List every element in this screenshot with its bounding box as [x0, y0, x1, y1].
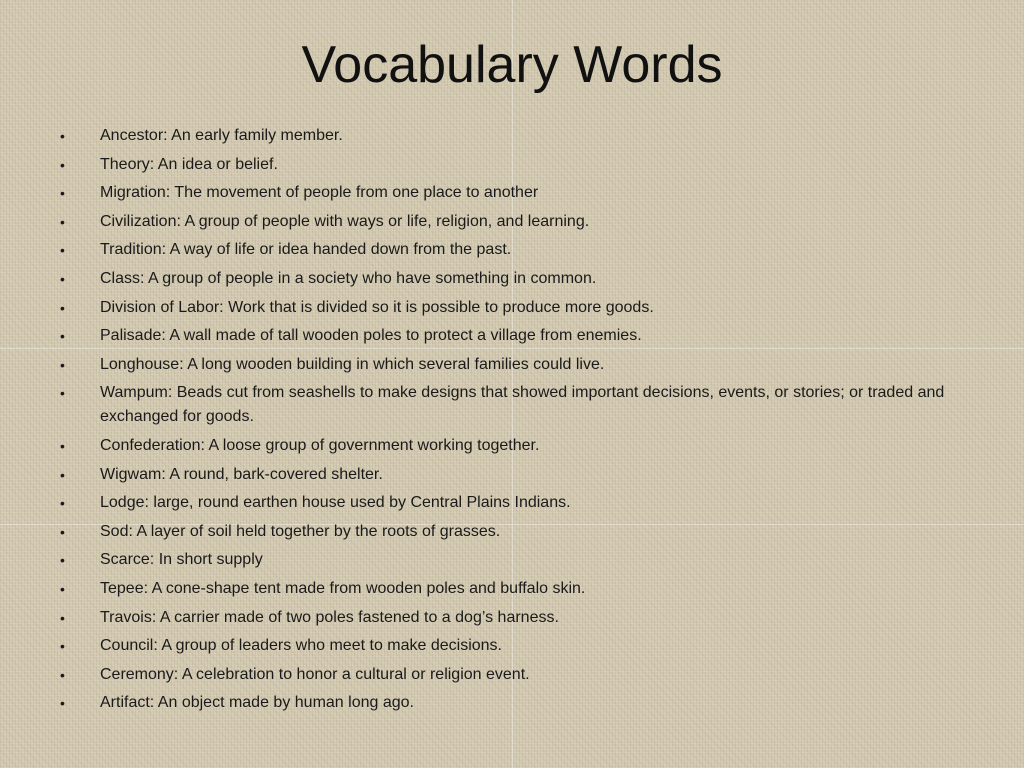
- bullet-icon: •: [60, 185, 65, 202]
- vocabulary-item-text: Lodge: large, round earthen house used by Central Plains Indians.: [100, 494, 571, 512]
- vocabulary-item: [60, 267, 960, 291]
- vocabulary-item-text: Theory: An idea or belief.: [100, 155, 278, 173]
- vocabulary-item: [60, 296, 960, 320]
- vocabulary-item-text: Palisade: A wall made of tall wooden poles to protect a village from enemies.: [100, 327, 642, 345]
- vocabulary-item-text: Tradition: A way of life or idea handed down from the past.: [100, 241, 512, 259]
- vocabulary-item-text: Class: A group of people in a society who have something in common.: [100, 269, 597, 287]
- vocabulary-item-text: Longhouse: A long wooden building in which several families could live.: [100, 355, 605, 373]
- vocabulary-item: [60, 548, 960, 572]
- vocabulary-item-text: Sod: A layer of soil held together by the roots of grasses.: [100, 522, 501, 540]
- bullet-icon: •: [60, 495, 65, 512]
- vocabulary-item-text: Division of Labor: Work that is divided so it is possible to produce more goods.: [100, 298, 654, 316]
- vocabulary-item: [60, 634, 960, 658]
- vocabulary-item-text: Civilization: A group of people with ways or life, religion, and learning.: [100, 212, 590, 230]
- bullet-icon: •: [60, 638, 65, 655]
- vocabulary-item: [60, 181, 960, 205]
- vocabulary-item: [60, 153, 960, 177]
- bullet-icon: •: [60, 466, 65, 483]
- vocabulary-item: [60, 210, 960, 234]
- bullet-icon: •: [60, 213, 65, 230]
- vocabulary-item: [60, 381, 960, 429]
- vocabulary-item: [60, 238, 960, 262]
- vocabulary-item-text: Wampum: Beads cut from seashells to make designs that showed important decisions, events, or stories; or traded and exchanged for goods.: [100, 384, 945, 426]
- vocabulary-item: [60, 434, 960, 458]
- vocabulary-item-text: Artifact: An object made by human long ago.: [100, 694, 414, 712]
- vocabulary-item: [60, 691, 960, 715]
- bullet-icon: •: [60, 242, 65, 259]
- bullet-icon: •: [60, 270, 65, 287]
- bullet-icon: •: [60, 299, 65, 316]
- bullet-icon: •: [60, 609, 65, 626]
- bullet-icon: •: [60, 523, 65, 540]
- vocabulary-item-text: Ceremony: A celebration to honor a cultural or religion event.: [100, 665, 530, 683]
- vocabulary-item-text: Tepee: A cone-shape tent made from wooden poles and buffalo skin.: [100, 579, 586, 597]
- slide-title: Vocabulary Words: [301, 36, 723, 94]
- bullet-icon: •: [60, 580, 65, 597]
- vocabulary-item-text: Migration: The movement of people from one place to another: [100, 184, 539, 202]
- vocabulary-item-text: Travois: A carrier made of two poles fastened to a dog’s harness.: [100, 608, 559, 626]
- bullet-icon: •: [60, 666, 65, 683]
- vocabulary-item: [60, 324, 960, 348]
- vocabulary-item: [60, 491, 960, 515]
- bullet-icon: •: [60, 356, 65, 373]
- vocabulary-item: [60, 463, 960, 487]
- vocabulary-item: [60, 606, 960, 630]
- vocabulary-item-text: Confederation: A loose group of government working together.: [100, 436, 540, 454]
- bullet-icon: •: [60, 385, 65, 402]
- vocabulary-list: [60, 124, 960, 720]
- bullet-icon: •: [60, 128, 65, 144]
- vocabulary-item-text: Council: A group of leaders who meet to make decisions.: [100, 637, 502, 655]
- bullet-icon: •: [60, 328, 65, 345]
- vocabulary-item: [60, 520, 960, 544]
- vocabulary-item: [60, 577, 960, 601]
- vocabulary-item: [60, 663, 960, 687]
- bullet-icon: •: [60, 437, 65, 454]
- bullet-icon: •: [60, 156, 65, 173]
- bullet-icon: •: [60, 695, 65, 712]
- vocabulary-item-text: Wigwam: A round, bark-covered shelter.: [100, 465, 383, 483]
- vocabulary-item: [60, 353, 960, 377]
- vocabulary-item-text: Scarce: In short supply: [100, 551, 263, 569]
- vocabulary-item: [60, 124, 960, 148]
- bullet-icon: •: [60, 552, 65, 569]
- vocabulary-item-text: Ancestor: An early family member.: [100, 127, 343, 144]
